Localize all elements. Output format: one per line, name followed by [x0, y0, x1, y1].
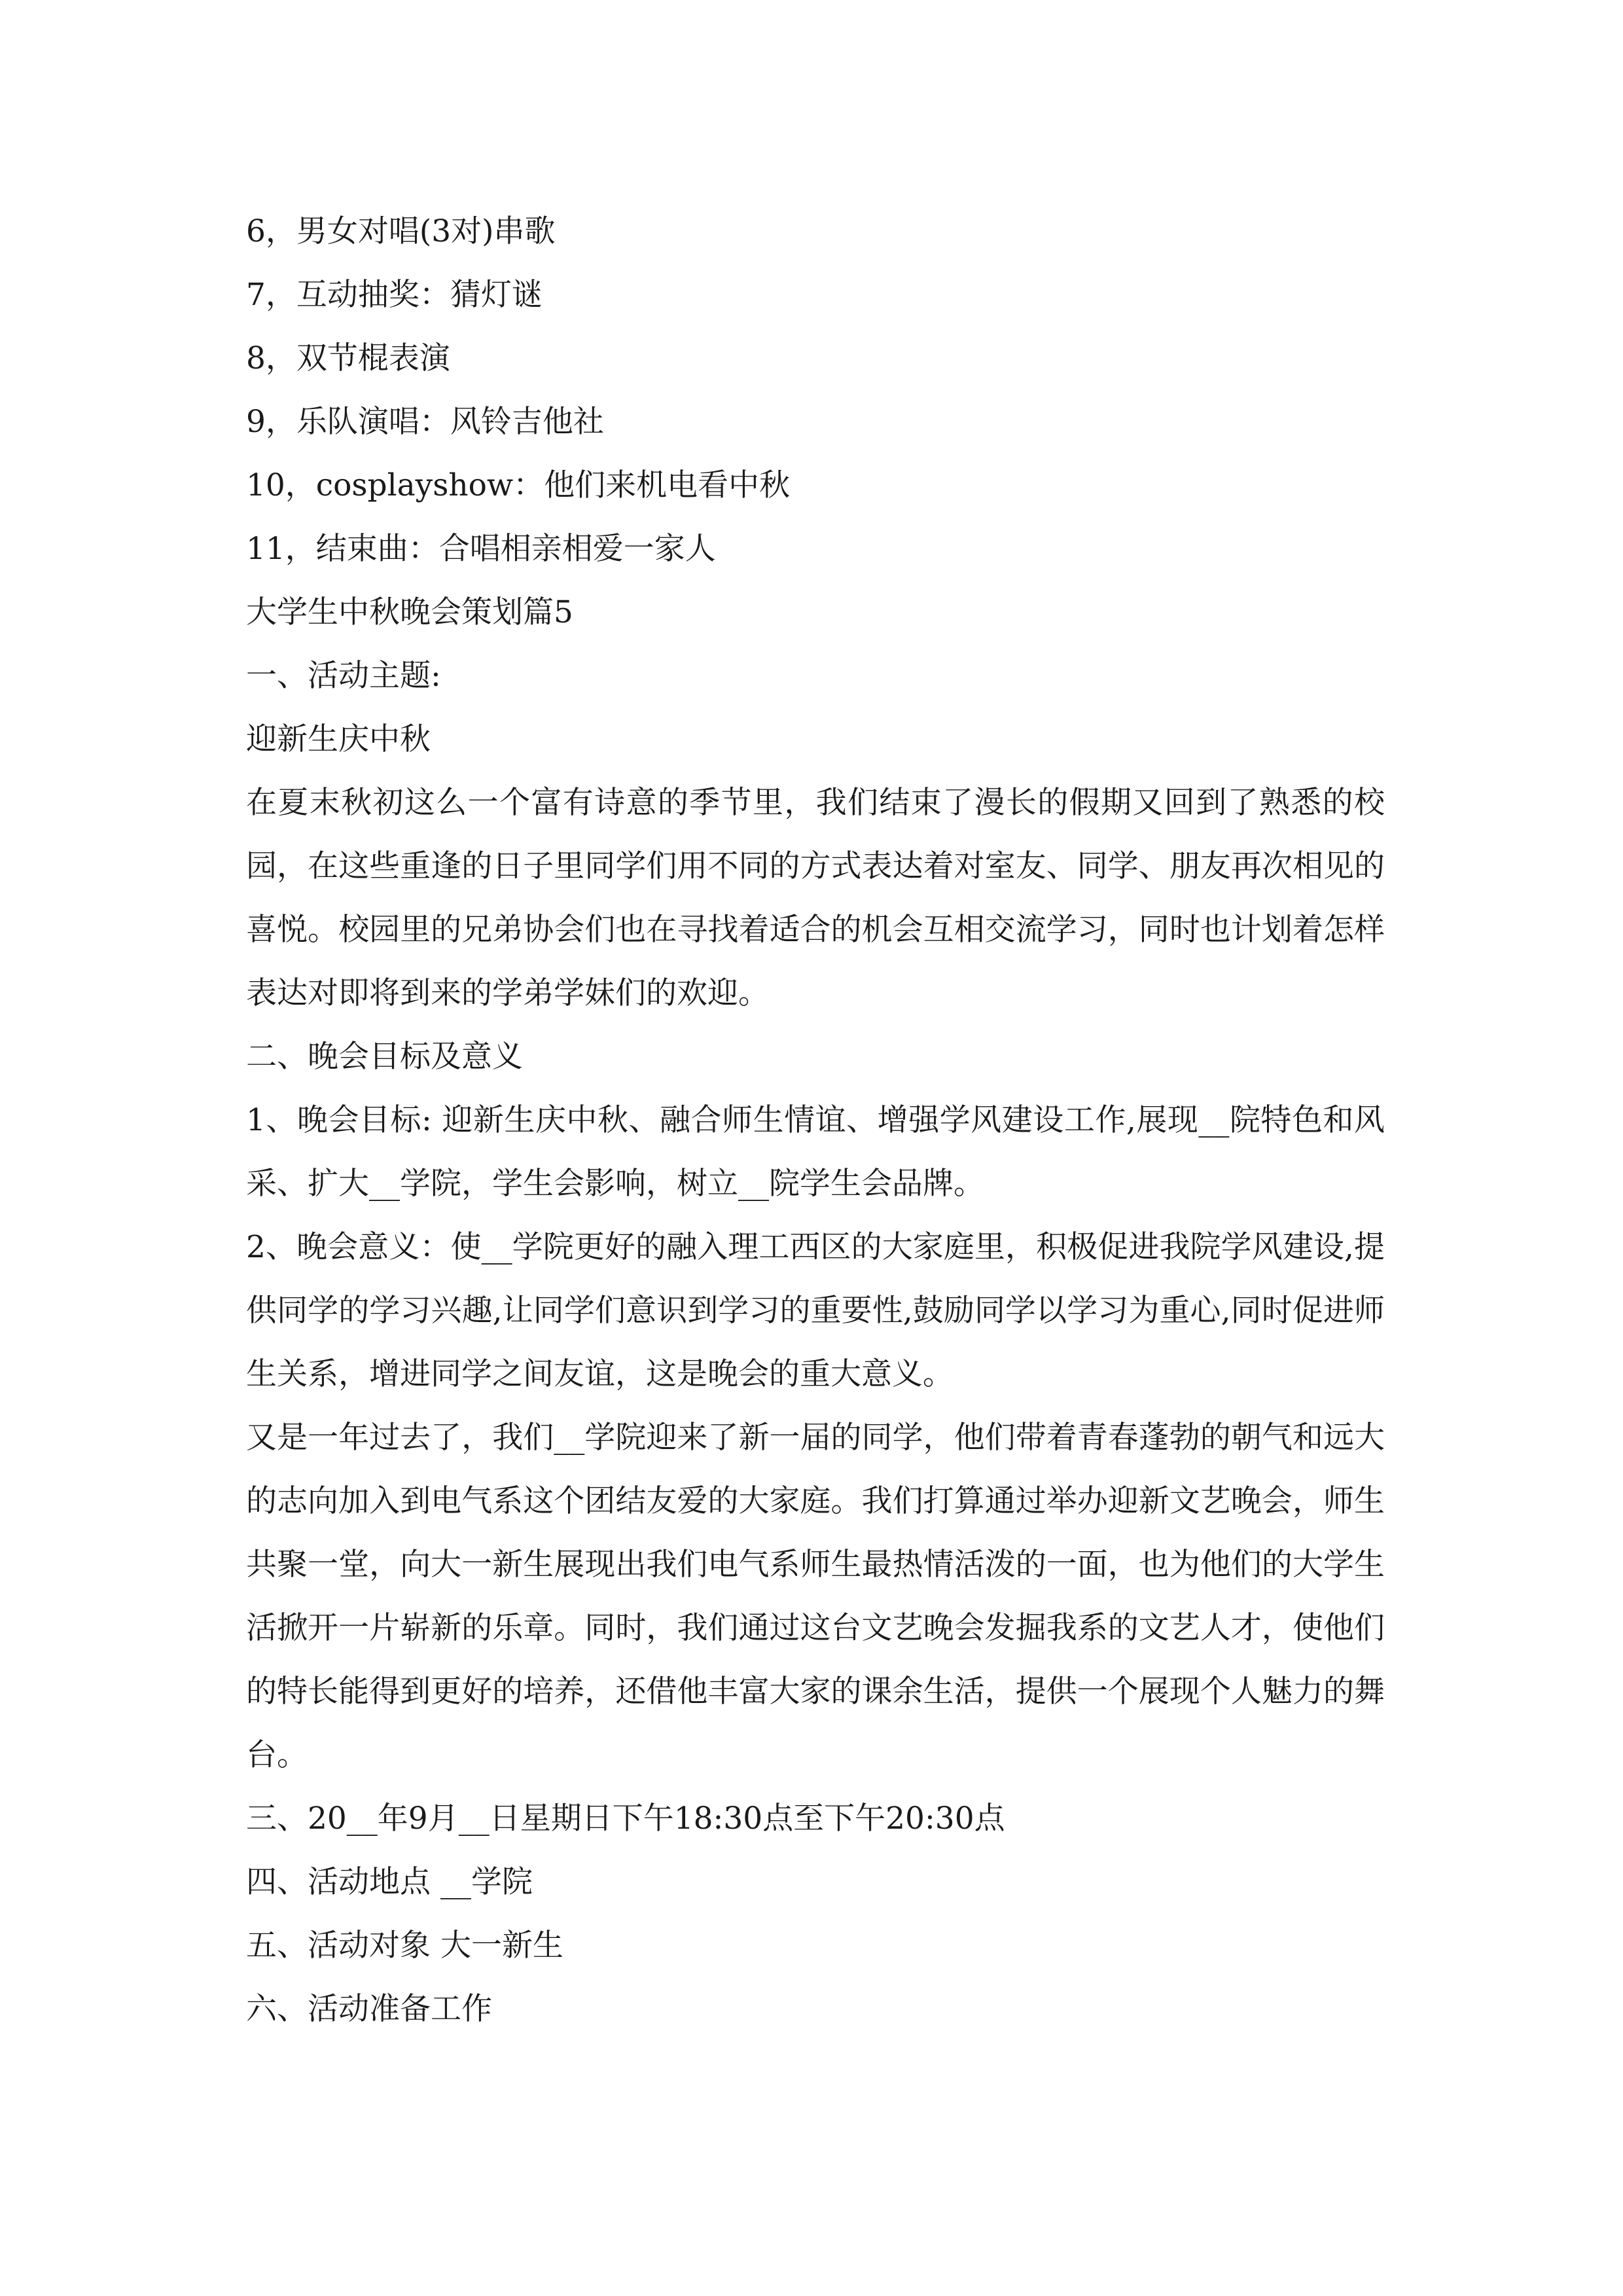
goal-heading: 二、晚会目标及意义	[246, 1039, 523, 1075]
intro-paragraph: 又是一年过去了，我们__学院迎来了新一届的同学，他们带着青春蓬勃的朝气和远大的志向加入到电气系这个团结友爱的大家庭。我们打算通过举办迎新文艺晚会，师生共聚一堂，向大一新生展现出我们电气系师生最热情活泼的一面，也为他们的大学生活掀开一片崭新的乐章。同时，我们通过这台文艺晚会发掘我系的文艺人才，使他们的特长能得到更好的培养，还借他丰富大家的课余生活，提供一个展现个人魅力的舞台。	[246, 1420, 1385, 1773]
place-line: 四、活动地点 __学院	[246, 1864, 533, 1900]
program-item-10: 10，cosplayshow：他们来机电看中秋	[246, 467, 791, 503]
time-line: 三、20__年9月__日星期日下午18:30点至下午20:30点	[246, 1801, 1005, 1837]
document-body	[246, 200, 1385, 2041]
meaning-paragraph: 2、晚会意义：使__学院更好的融入理工西区的大家庭里，积极促进我院学风建设,提供同学的学习兴趣,让同学们意识到学习的重要性,鼓励同学以学习为重心,同时促进师生关系，增进同学之间友谊，这是晚会的重大意义。	[246, 1229, 1385, 1392]
program-item-9: 9，乐队演唱：风铃吉他社	[246, 404, 604, 440]
program-item-11: 11，结束曲：合唱相亲相爱一家人	[246, 531, 716, 567]
program-item-6: 6，男女对唱(3对)串歌	[246, 213, 556, 249]
goal-paragraph: 1、晚会目标: 迎新生庆中秋、融合师生情谊、增强学风建设工作,展现__院特色和风采、扩大__学院，学生会影响，树立__院学生会品牌。	[246, 1102, 1385, 1202]
program-item-7: 7，互动抽奖：猜灯谜	[246, 277, 543, 313]
section-title: 大学生中秋晚会策划篇5	[246, 594, 573, 630]
target-line: 五、活动对象 大一新生	[246, 1928, 563, 1964]
program-item-8: 8，双节棍表演	[246, 340, 450, 376]
theme-paragraph: 在夏末秋初这么一个富有诗意的季节里，我们结束了漫长的假期又回到了熟悉的校园，在这些重逢的日子里同学们用不同的方式表达着对室友、同学、朋友再次相见的喜悦。校园里的兄弟协会们也在寻找着适合的机会互相交流学习，同时也计划着怎样表达对即将到来的学弟学妹们的欢迎。	[246, 785, 1385, 1011]
prep-line: 六、活动准备工作	[246, 1991, 492, 2027]
theme-name: 迎新生庆中秋	[246, 721, 431, 757]
theme-heading: 一、活动主题:	[246, 658, 441, 694]
